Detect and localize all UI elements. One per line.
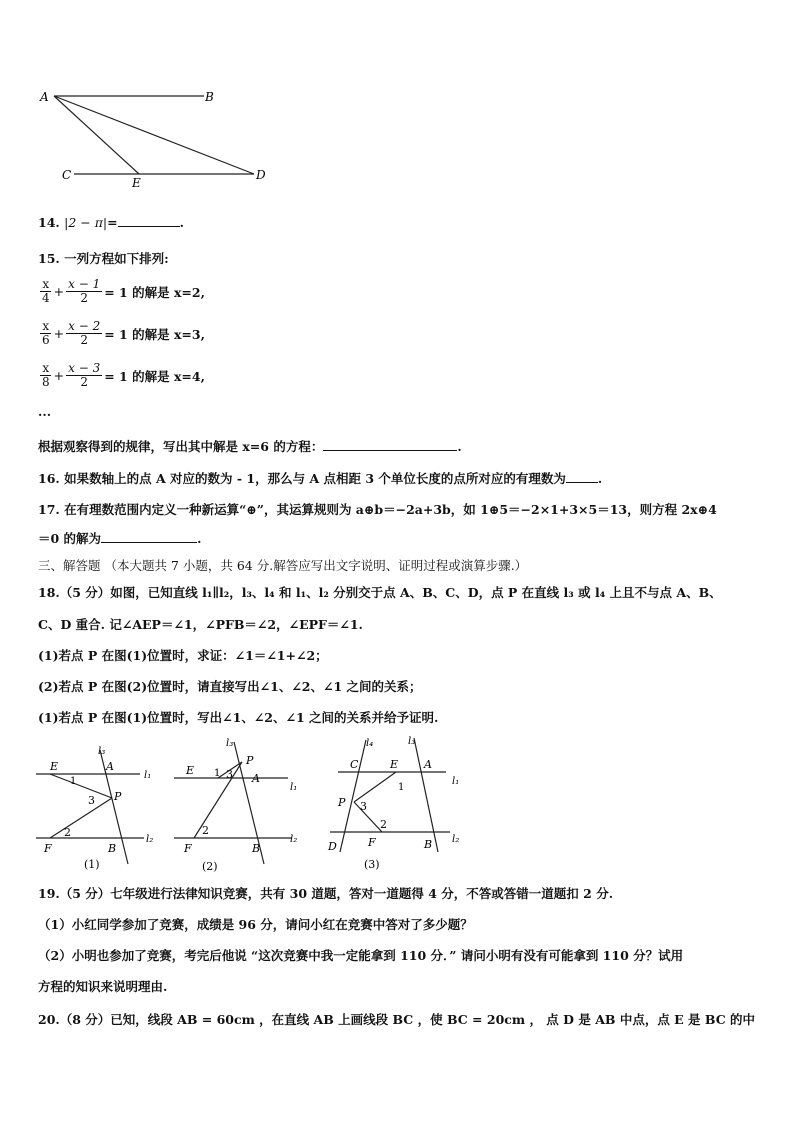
- label-b: B: [205, 90, 214, 104]
- f3-caption: (3): [364, 858, 380, 871]
- f2-label-l3: l₃: [226, 738, 234, 749]
- f3-angle-3: 3: [360, 800, 367, 813]
- f1-angle-3: 3: [88, 794, 95, 807]
- f2-label-l2: l₂: [290, 834, 298, 845]
- question-19-part1: （1）小红同学参加了竞赛，成绩是 96 分，请问小红在竞赛中答对了多少题？: [38, 917, 473, 932]
- f3-label-l4: l₄: [366, 738, 374, 749]
- question-18-part3: (1)若点 P 在图(1)位置时，写出∠1、∠2、∠1 之间的关系并给予证明.: [38, 710, 439, 725]
- f1-label-l1: l₁: [144, 770, 152, 781]
- f3-label-d: D: [328, 840, 337, 853]
- label-d: D: [256, 168, 266, 182]
- f1-caption: (1): [84, 858, 100, 871]
- question-18-part1: (1)若点 P 在图(1)位置时，求证：∠1＝∠1+∠2；: [38, 648, 328, 663]
- f1-label-p: P: [114, 790, 122, 803]
- f1-label-l2: l₂: [146, 834, 154, 845]
- f3-label-a: A: [424, 758, 432, 771]
- section-heading: 三、解答题 （本大题共 7 小题，共 64 分.解答应写出文字说明、证明过程或演算步骤.）: [38, 558, 528, 573]
- question-17-line1: 17. 在有理数范围内定义一种新运算“⊕”，其运算规则为 a⊕b＝−2a+3b，如 1⊕5＝−2×1+3×5＝13，则方程 2x⊕4: [38, 502, 717, 517]
- f3-label-l2: l₂: [452, 834, 460, 845]
- question-18-part2: (2)若点 P 在图(2)位置时，请直接写出∠1、∠2、∠1 之间的关系；: [38, 679, 422, 694]
- figure-parallel-lines: [36, 84, 276, 190]
- f2-angle-3: 3: [226, 768, 233, 781]
- question-19-part2b: 方程的知识来说明理由.: [38, 979, 168, 994]
- f2-label-e: E: [186, 764, 195, 777]
- question-17-line2: ＝0 的解为 .: [38, 531, 202, 546]
- f3-label-b: B: [424, 838, 433, 851]
- figure-2: [172, 732, 308, 872]
- f1-angle-2: 2: [64, 826, 71, 839]
- f1-label-b: B: [108, 842, 117, 855]
- question-15-intro: 15. 一列方程如下排列:: [38, 251, 169, 266]
- f3-label-e: E: [390, 758, 399, 771]
- question-16: 16. 如果数轴上的点 A 对应的数为 - 1，那么与 A 点相距 3 个单位长度的点所对应的有理数为 .: [38, 471, 603, 486]
- equation-row-3: $\frac{x}{8}$ + $\frac{x - 3}{2}$ = 1 的解是 x=4,: [42, 361, 205, 389]
- f1-angle-1: 1: [70, 776, 77, 787]
- f2-label-l1: l₁: [290, 782, 298, 793]
- f2-label-b: B: [252, 842, 261, 855]
- f3-label-l3: l₃: [408, 736, 416, 747]
- f2-label-a: A: [252, 772, 260, 785]
- question-14: 14. |2 − π|= .: [38, 215, 184, 230]
- f3-angle-2: 2: [380, 818, 387, 831]
- figure-1: [36, 736, 166, 872]
- f3-label-l1: l₁: [452, 776, 460, 787]
- label-a: A: [40, 90, 49, 104]
- question-18-line2: C、D 重合. 记∠AEP＝∠1，∠PFB＝∠2，∠EPF＝∠1.: [38, 617, 363, 632]
- f3-label-c: C: [350, 758, 359, 771]
- equation-row-2: $\frac{x}{6}$ + $\frac{x - 2}{2}$ = 1 的解是 x=3,: [42, 319, 205, 347]
- f3-label-p: P: [338, 796, 346, 809]
- ellipsis: ...: [38, 404, 52, 419]
- label-e: E: [132, 176, 141, 190]
- f3-angle-1: 1: [398, 782, 405, 793]
- equation-row-1: $\frac{x}{4}$ + $\frac{x - 1}{2}$ = 1 的解是 x=2,: [42, 277, 205, 305]
- f3-label-f: F: [368, 836, 376, 849]
- question-19-line1: 19.（5 分）七年级进行法律知识竞赛，共有 30 道题，答对一道题得 4 分，不答或答错一道题扣 2 分.: [38, 886, 614, 901]
- label-c: C: [62, 168, 72, 182]
- f1-label-l3: l₃: [98, 746, 106, 757]
- f1-label-e: E: [50, 760, 59, 773]
- question-15-ask: 根据观察得到的规律，写出其中解是 x=6 的方程： .: [38, 439, 462, 454]
- f2-label-f: F: [184, 842, 192, 855]
- question-19-part2: （2）小明也参加了竞赛，考完后他说 “这次竞赛中我一定能拿到 110 分．” 请问小明有没有可能拿到 110 分？试用: [38, 948, 684, 963]
- figure-3: [326, 732, 466, 872]
- f2-angle-2: 2: [202, 824, 209, 837]
- f2-angle-1: 1: [214, 768, 221, 779]
- f2-label-p: P: [246, 754, 254, 767]
- question-20-line1: 20.（8 分）已知，线段 AB = 60cm ，在直线 AB 上画线段 BC ，使 BC = 20cm ， 点 D 是 AB 中点，点 E 是 BC 的中: [38, 1012, 755, 1027]
- f1-label-f: F: [44, 842, 52, 855]
- f2-caption: (2): [202, 860, 218, 872]
- question-18-line1: 18.（5 分）如图，已知直线 l₁∥l₂，l₃、l₄ 和 l₁、l₂ 分别交于点 A、B、C、D，点 P 在直线 l₃ 或 l₄ 上且不与点 A、B、: [38, 585, 722, 600]
- f1-label-a: A: [106, 760, 114, 773]
